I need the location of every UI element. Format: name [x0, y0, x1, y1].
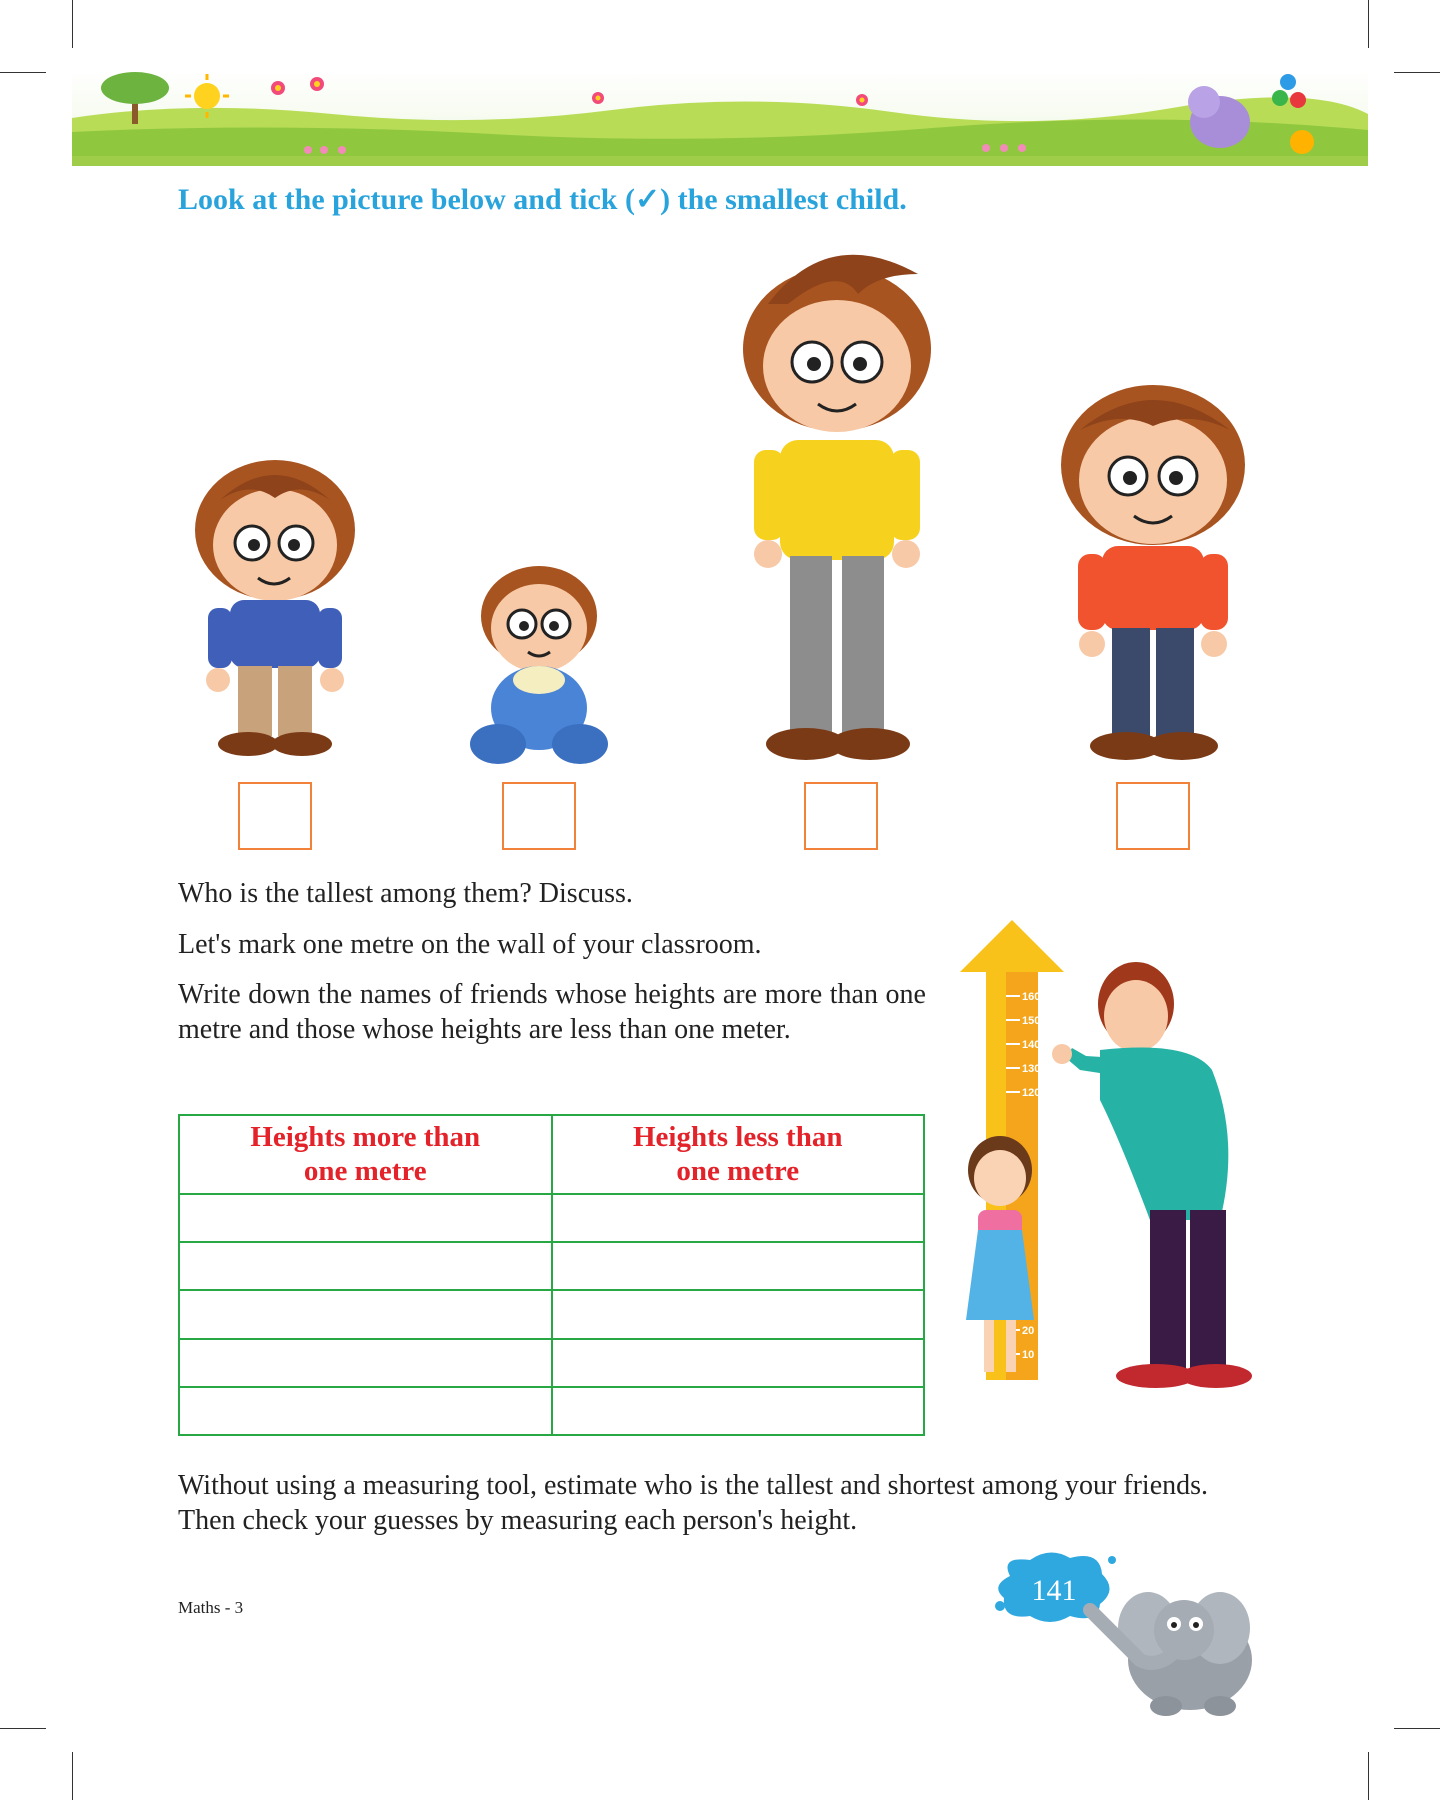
crop-mark	[0, 1728, 46, 1729]
table-cell[interactable]	[179, 1339, 552, 1387]
ruler-tick-label: 140	[1022, 1039, 1041, 1051]
crop-mark	[1394, 1728, 1440, 1729]
instruction-heading: Look at the picture below and tick (✓) the smallest child.	[178, 183, 907, 216]
boy-red-shirt-illustration	[1040, 370, 1266, 770]
crop-mark	[1368, 0, 1369, 48]
table-row	[179, 1194, 924, 1242]
table-cell[interactable]	[179, 1194, 552, 1242]
estimate-instruction: Without using a measuring tool, estimate who is the tallest and shortest among your friends. Then check your guesses by measuring each person's height.	[178, 1470, 1209, 1536]
table-header-row	[179, 1115, 924, 1194]
crop-mark	[1368, 1752, 1369, 1800]
crop-mark	[72, 0, 73, 48]
book-title-footer: Maths - 3	[178, 1598, 244, 1617]
boy-blue-shirt-illustration	[180, 440, 370, 770]
ruler-tick-label: 20	[1022, 1325, 1035, 1337]
meadow-banner	[72, 70, 1368, 166]
table-cell[interactable]	[552, 1387, 925, 1435]
tickbox-baby[interactable]	[502, 782, 576, 850]
tickbox-boy-blue-shirt[interactable]	[238, 782, 312, 850]
table-row	[179, 1339, 924, 1387]
question-tallest: Who is the tallest among them? Discuss.	[178, 878, 633, 909]
heights-table	[178, 1114, 925, 1436]
header-less-than-one-metre: Heights less than one metre	[552, 1115, 925, 1194]
tickbox-boy-yellow-shirt[interactable]	[804, 782, 878, 850]
table-cell[interactable]	[179, 1242, 552, 1290]
crop-mark	[72, 1752, 73, 1800]
instruction-write-names: Write down the names of friends whose heights are more than one metre and those whose heights are less than one meter.	[178, 979, 926, 1045]
ruler-tick-label: 130	[1022, 1063, 1041, 1075]
crop-mark	[1394, 72, 1440, 73]
table-row	[179, 1242, 924, 1290]
boy-yellow-shirt-illustration	[728, 244, 946, 770]
table-row	[179, 1290, 924, 1338]
table-cell[interactable]	[552, 1339, 925, 1387]
table-cell[interactable]	[552, 1290, 925, 1338]
table-cell[interactable]	[552, 1194, 925, 1242]
ruler-tick-label: 160	[1022, 991, 1041, 1003]
table-cell[interactable]	[552, 1242, 925, 1290]
height-measuring-illustration	[950, 920, 1270, 1390]
header-more-than-one-metre: Heights more than one metre	[179, 1115, 552, 1194]
baby-illustration	[466, 558, 612, 768]
table-cell[interactable]	[179, 1290, 552, 1338]
page-number: 141	[1031, 1574, 1077, 1607]
ruler-tick-label: 150	[1022, 1015, 1041, 1027]
crop-mark	[0, 72, 46, 73]
ruler-tick-label: 10	[1022, 1349, 1035, 1361]
ruler-tick-label: 120	[1022, 1087, 1041, 1099]
elephant-mascot-icon	[1070, 1570, 1270, 1720]
instruction-mark-metre: Let's mark one metre on the wall of your classroom.	[178, 929, 762, 960]
table-cell[interactable]	[179, 1387, 552, 1435]
table-row	[179, 1387, 924, 1435]
tickbox-boy-red-shirt[interactable]	[1116, 782, 1190, 850]
